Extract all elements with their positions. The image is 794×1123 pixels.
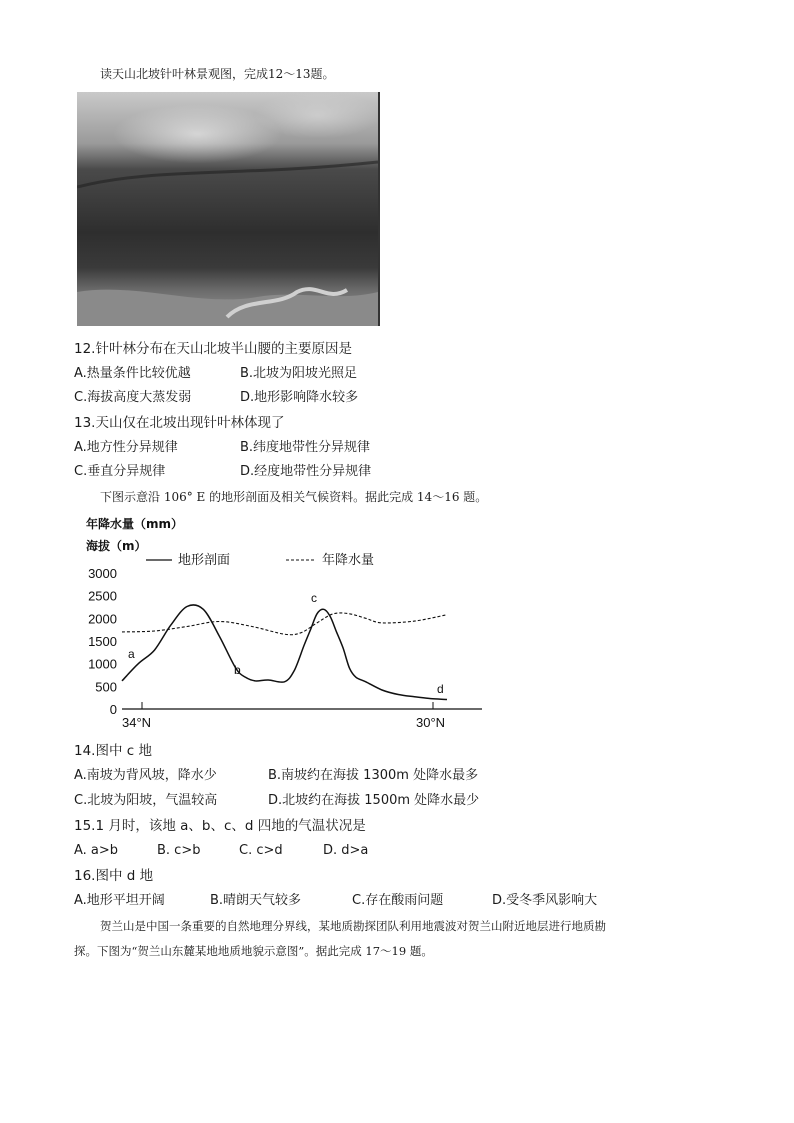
q15-option-d: D. d>a	[323, 843, 369, 858]
q16-option-a: A.地形平坦开阔	[74, 893, 165, 908]
series-precip-line	[122, 613, 447, 635]
x-tick-label-34n: 34°N	[122, 715, 152, 730]
legend-terrain-label: 地形剖面	[178, 553, 231, 568]
q15-option-a: A. a>b	[74, 843, 119, 858]
q14-option-b: B.南坡约在海拔 1300m 处降水最多	[268, 768, 479, 783]
q13-option-d: D.经度地带性分异规律	[240, 464, 372, 479]
y-tick-label: 3000	[88, 566, 117, 581]
question-13-stem: 13.天山仅在北坡出现针叶林体现了	[74, 415, 285, 431]
question-15-stem: 15.1 月时，该地 a、b、c、d 四地的气温状况是	[74, 818, 366, 834]
q13-option-b: B.纬度地带性分异规律	[240, 440, 371, 455]
question-16-stem: 16.图中 d 地	[74, 868, 154, 884]
legend-precip-label: 年降水量	[322, 553, 375, 568]
q15-option-c: C. c>d	[239, 843, 283, 858]
intro-text-17-19-line2: 探。下图为“贺兰山东麓某地地质地貌示意图”。据此完成 17～19 题。	[74, 944, 433, 958]
photo-details-icon	[77, 92, 378, 326]
y-tick-label: 2500	[88, 588, 117, 604]
intro-text-17-19-line1: 贺兰山是中国一条重要的自然地理分界线，某地质勘探团队利用地震波对贺兰山附近地层进行地质勘	[100, 919, 606, 933]
forest-landscape-photo	[77, 92, 380, 326]
terrain-precipitation-chart	[80, 512, 500, 734]
q14-option-c: C.北坡为阳坡，气温较高	[74, 793, 218, 808]
q13-option-a: A.地方性分异规律	[74, 440, 178, 455]
point-label-b: b	[234, 663, 241, 677]
point-label-d: d	[437, 682, 444, 696]
point-label-a: a	[128, 647, 135, 661]
question-12-stem: 12.针叶林分布在天山北坡半山腰的主要原因是	[74, 341, 352, 357]
series-terrain-line	[122, 605, 447, 700]
q12-option-b: B.北坡为阳坡光照足	[240, 366, 358, 381]
q15-option-b: B. c>b	[157, 843, 201, 858]
q16-option-d: D.受冬季风影响大	[492, 893, 598, 908]
intro-text-14-16: 下图示意沿 106° E 的地形剖面及相关气候资料。据此完成 14～16 题。	[100, 490, 488, 504]
chart-ylabel: 海拔（m）	[86, 539, 147, 553]
question-14-stem: 14.图中 c 地	[74, 743, 152, 759]
q12-option-d: D.地形影响降水较多	[240, 390, 359, 405]
q14-option-a: A.南坡为背风坡，降水少	[74, 768, 217, 783]
y-tick-label: 500	[95, 679, 117, 695]
y-tick-label: 1500	[88, 634, 117, 649]
q16-option-c: C.存在酸雨问题	[352, 893, 444, 908]
q12-option-c: C.海拔高度大蒸发弱	[74, 390, 192, 405]
q14-option-d: D.北坡约在海拔 1500m 处降水最少	[268, 793, 480, 808]
x-tick-label-30n: 30°N	[416, 715, 446, 730]
q16-option-b: B.晴朗天气较多	[210, 893, 302, 908]
chart-ylabel-top: 年降水量（mm）	[86, 517, 184, 531]
q13-option-c: C.垂直分异规律	[74, 464, 166, 479]
intro-text-12-13: 读天山北坡针叶林景观图，完成12～13题。	[100, 67, 335, 81]
y-tick-label: 0	[109, 702, 117, 717]
y-tick-label: 1000	[88, 656, 117, 672]
y-tick-label: 2000	[88, 611, 117, 627]
q12-option-a: A.热量条件比较优越	[74, 366, 191, 381]
point-label-c: c	[311, 591, 317, 605]
